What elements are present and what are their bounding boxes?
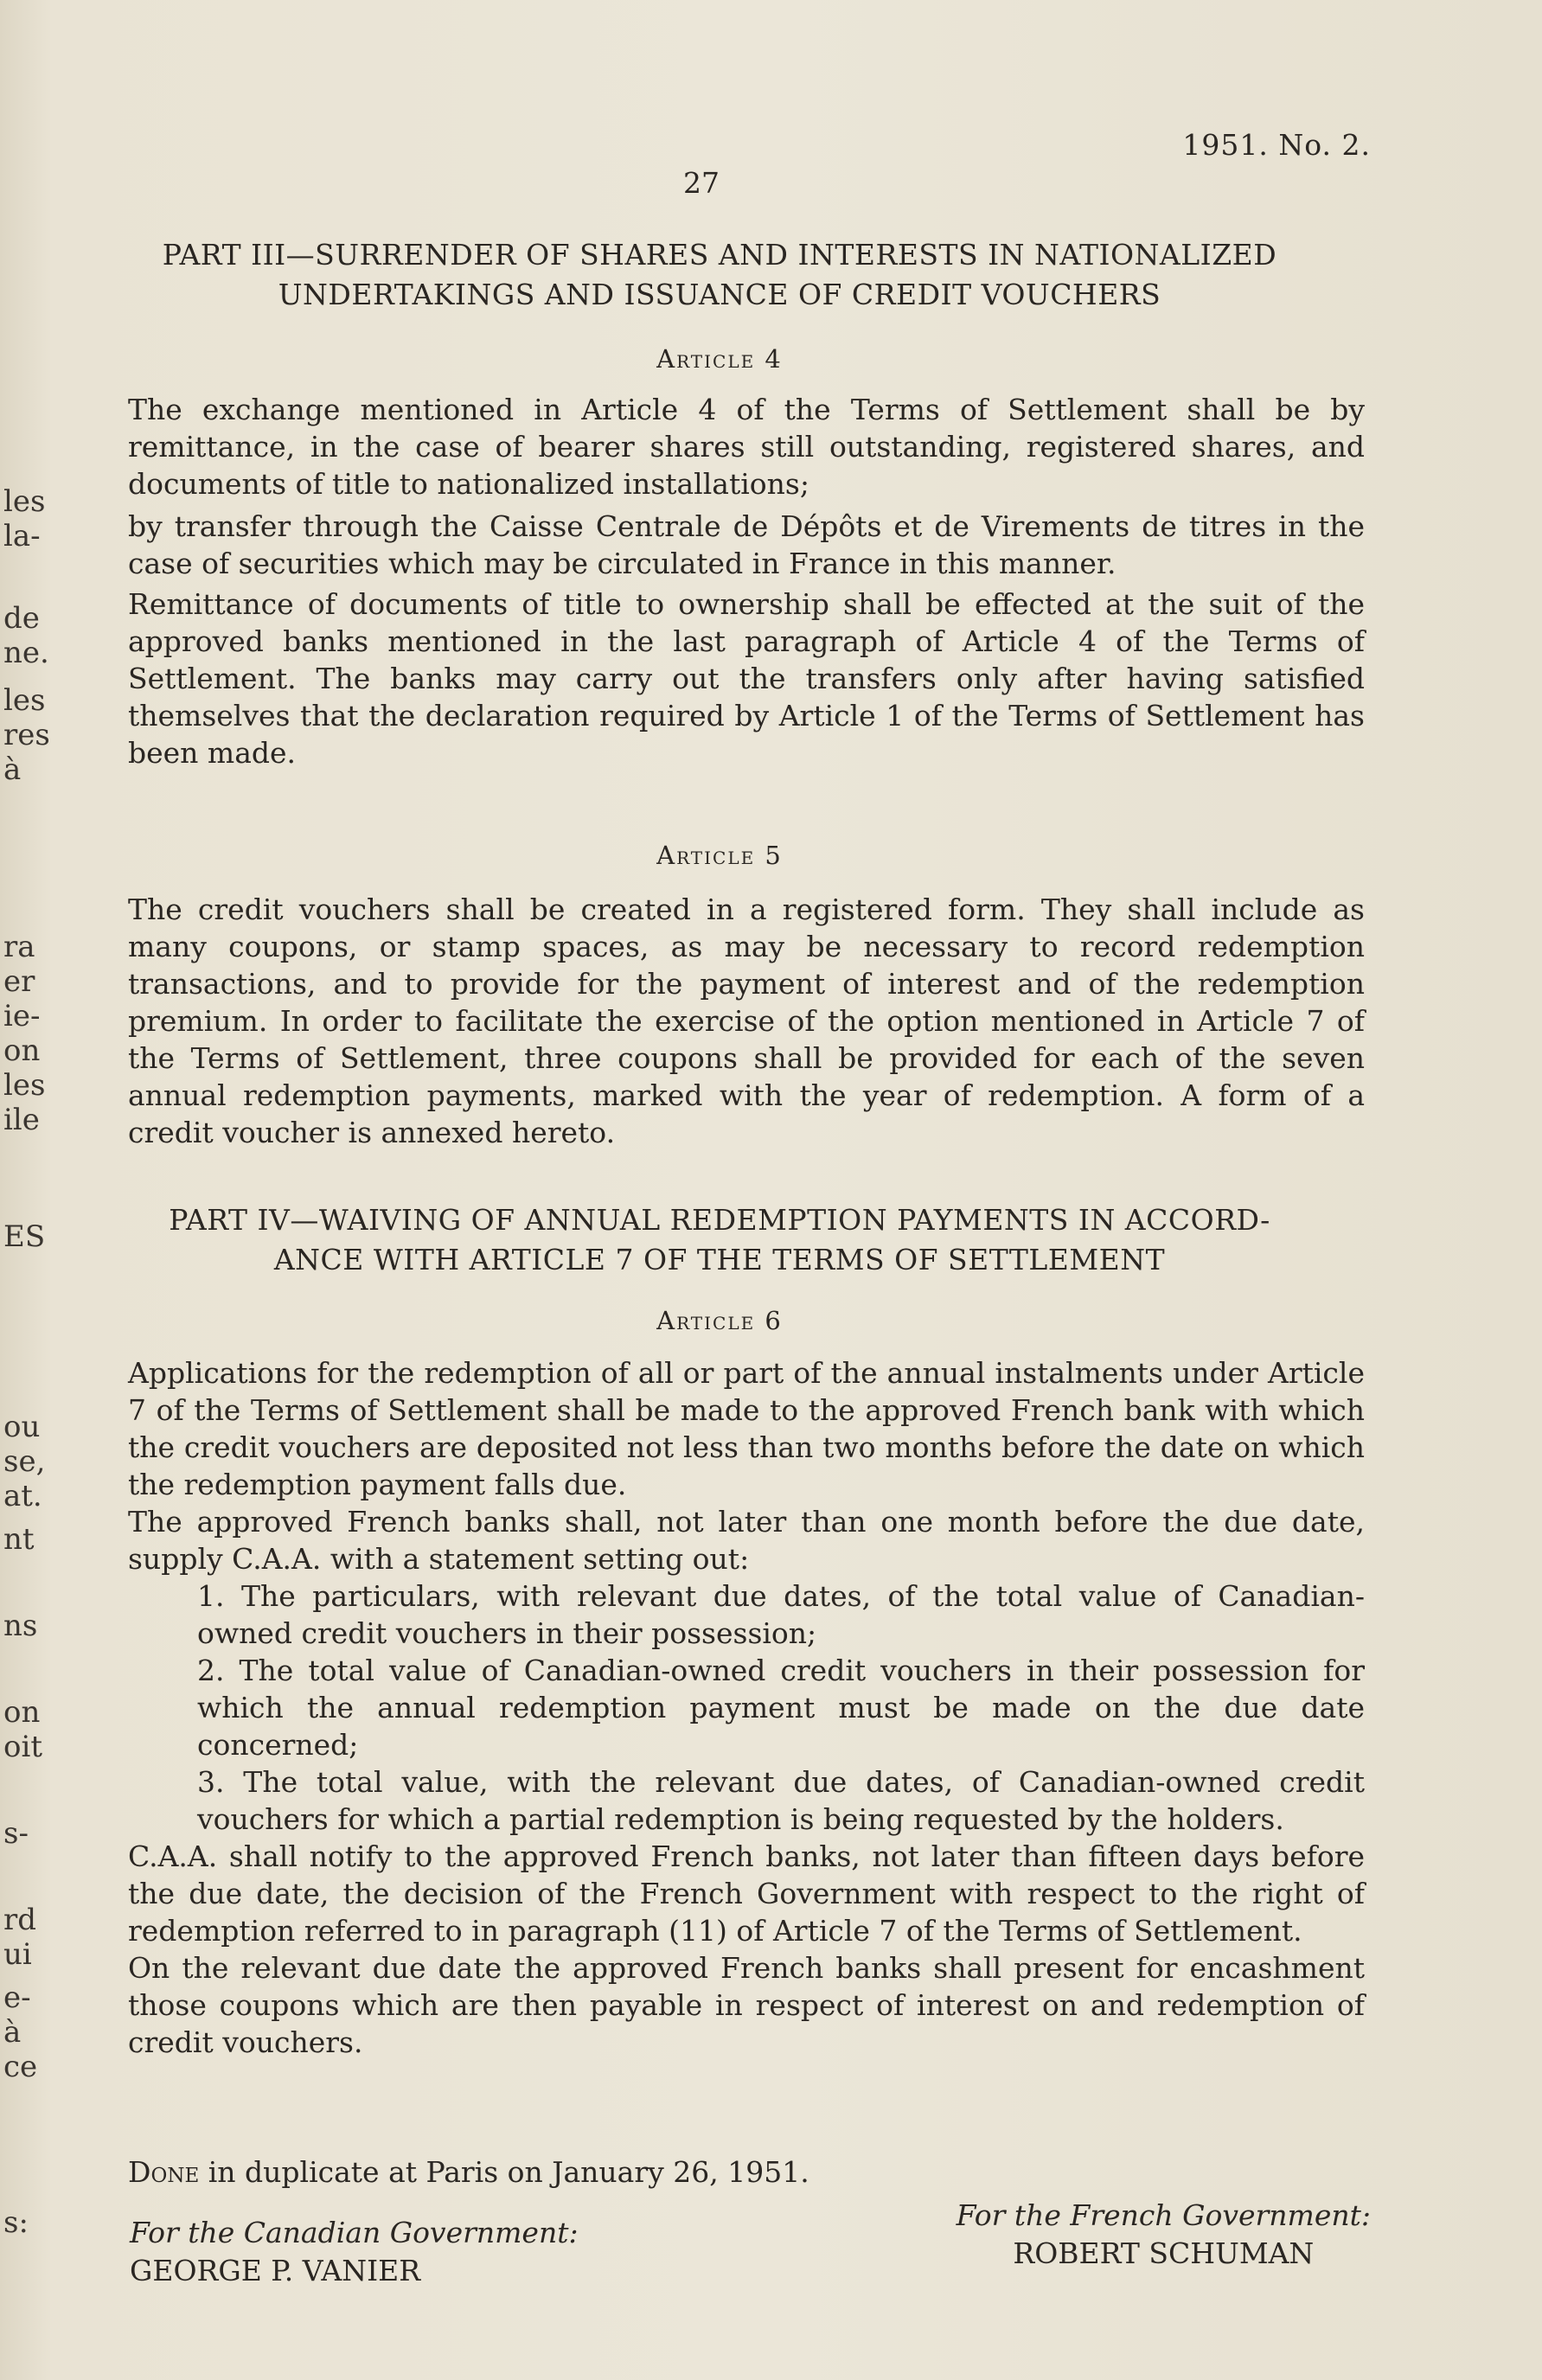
page-header-citation: 1951. No. 2.	[1182, 128, 1371, 162]
margin-fragment: les	[3, 683, 46, 718]
margin-fragment: on	[3, 1033, 41, 1068]
margin-fragment: ne.	[3, 636, 49, 670]
margin-fragment: ES	[3, 1219, 46, 1254]
margin-fragment: ie-	[3, 999, 41, 1033]
part-4-heading	[71, 1200, 1368, 1280]
article-6-item-1: 1. The particulars, with relevant due dates, of the total value of Canadian-owned credit vouchers in their possession;	[197, 1579, 1365, 1650]
part-3-heading-line1: PART III—SURRENDER OF SHARES AND INTERESTS IN NATIONALIZED	[162, 238, 1277, 272]
signature-canadian-name: GEORGE P. VANIER	[130, 2254, 421, 2287]
margin-fragment: la-	[3, 519, 41, 553]
page-number: 27	[683, 166, 720, 200]
signature-french-name: ROBERT SCHUMAN	[1013, 2236, 1315, 2270]
article-5-paragraph-1: The credit vouchers shall be created in a registered form. They shall include as many coupons, or stamp spaces, as may be necessary to record redemption transactions, and to provide for the payment of interest and of the redemption premium. In order to facilitate the exercise of the option mentioned in Article 7 of the Terms of Settlement, three coupons shall be provided for each of the seven annual redemption payments, marked with the year of redemption. A form of a credit voucher is annexed hereto.	[128, 892, 1365, 1149]
signature-french	[957, 2197, 1371, 2273]
done-rest: in duplicate at Paris on January 26, 1951.	[199, 2155, 809, 2189]
article-6-paragraph-4: On the relevant due date the approved French banks shall present for encashment those coupons which are then payable in respect of interest on and redemption of credit vouchers.	[128, 1951, 1365, 2059]
margin-fragment: ou	[3, 1410, 41, 1444]
margin-fragment: les	[3, 1068, 46, 1103]
closing-line	[128, 2153, 1365, 2191]
margin-fragment: nt	[3, 1522, 35, 1557]
article-4-paragraph-1: The exchange mentioned in Article 4 of the Terms of Settlement shall be by remittance, in the case of bearer shares still outstanding, registered shares, and documents of title to nationalized installations;	[128, 393, 1365, 501]
margin-fragment: at.	[3, 1479, 42, 1513]
margin-fragment: ra	[3, 930, 35, 964]
article-5-heading: Article 5	[656, 841, 783, 870]
margin-fragment: à	[3, 752, 22, 787]
margin-fragment: on	[3, 1695, 41, 1730]
margin-fragment: ns	[3, 1609, 38, 1643]
article-6-item-2: 2. The total value of Canadian-owned credit vouchers in their possession for which the annual redemption payment must be made on the due date concerned;	[197, 1654, 1365, 1762]
adjacent-page-margin	[0, 0, 54, 2380]
margin-fragment: s:	[3, 2205, 29, 2240]
article-5-body	[128, 891, 1365, 1151]
signature-canadian	[130, 2214, 579, 2290]
margin-fragment: se,	[3, 1444, 46, 1479]
article-6-paragraph-1: Applications for the redemption of all or part of the annual instalments under Article 7 of the Terms of Settlement shall be made to the approved French bank with which the credit vouchers are deposited not less than two months before the date on which the redemption payment falls due.	[128, 1356, 1365, 1501]
margin-fragment: s-	[3, 1816, 29, 1851]
margin-fragment: de	[3, 601, 40, 636]
margin-fragment: ce	[3, 2050, 38, 2084]
margin-fragment: oit	[3, 1730, 43, 1764]
margin-fragment: ile	[3, 1103, 40, 1137]
signature-french-role: For the French Government:	[956, 2198, 1371, 2232]
article-4-paragraph-2: by transfer through the Caisse Centrale de Dépôts et de Virements de titres in the case of securities which may be circulated in France in this manner.	[128, 509, 1365, 580]
article-6-paragraph-3: C.A.A. shall notify to the approved French banks, not later than fifteen days before the due date, the decision of the French Government with respect to the right of redemption referred to in paragraph (11) of Article 7 of the Terms of Settlement.	[128, 1839, 1365, 1948]
article-4-paragraph-3: Remittance of documents of title to ownership shall be effected at the suit of the approved banks mentioned in the last paragraph of Article 4 of the Terms of Settlement. The banks may carry out the transfers only after having satisfied themselves that the declaration required by Article 1 of the Terms of Settlement has been made.	[128, 587, 1365, 770]
article-6-item-3: 3. The total value, with the relevant due dates, of Canadian-owned credit vouchers for which a partial redemption is being requested by the holders.	[197, 1765, 1365, 1836]
margin-fragment: e-	[3, 1980, 31, 2015]
margin-fragment: rd	[3, 1903, 37, 1937]
article-6-body	[128, 1354, 1365, 2061]
part-3-heading	[71, 235, 1368, 315]
margin-fragment: ui	[3, 1937, 32, 1972]
part-3-heading-line2: UNDERTAKINGS AND ISSUANCE OF CREDIT VOUCHERS	[278, 278, 1161, 311]
margin-fragment: les	[3, 484, 46, 519]
margin-fragment: res	[3, 718, 50, 752]
article-6-paragraph-2: The approved French banks shall, not later than one month before the due date, supply C.A.A. with a statement setting out:	[128, 1505, 1365, 1576]
part-4-heading-line1: PART IV—WAIVING OF ANNUAL REDEMPTION PAYMENTS IN ACCORD-	[169, 1203, 1270, 1237]
part-4-heading-line2: ANCE WITH ARTICLE 7 OF THE TERMS OF SETTLEMENT	[273, 1243, 1166, 1276]
done-word: Done	[128, 2155, 200, 2189]
margin-fragment: er	[3, 964, 35, 999]
margin-fragment: à	[3, 2015, 22, 2050]
article-4-body	[128, 391, 1365, 771]
article-4-heading: Article 4	[656, 344, 783, 374]
signature-canadian-role: For the Canadian Government:	[130, 2216, 579, 2249]
article-6-heading: Article 6	[656, 1306, 783, 1335]
